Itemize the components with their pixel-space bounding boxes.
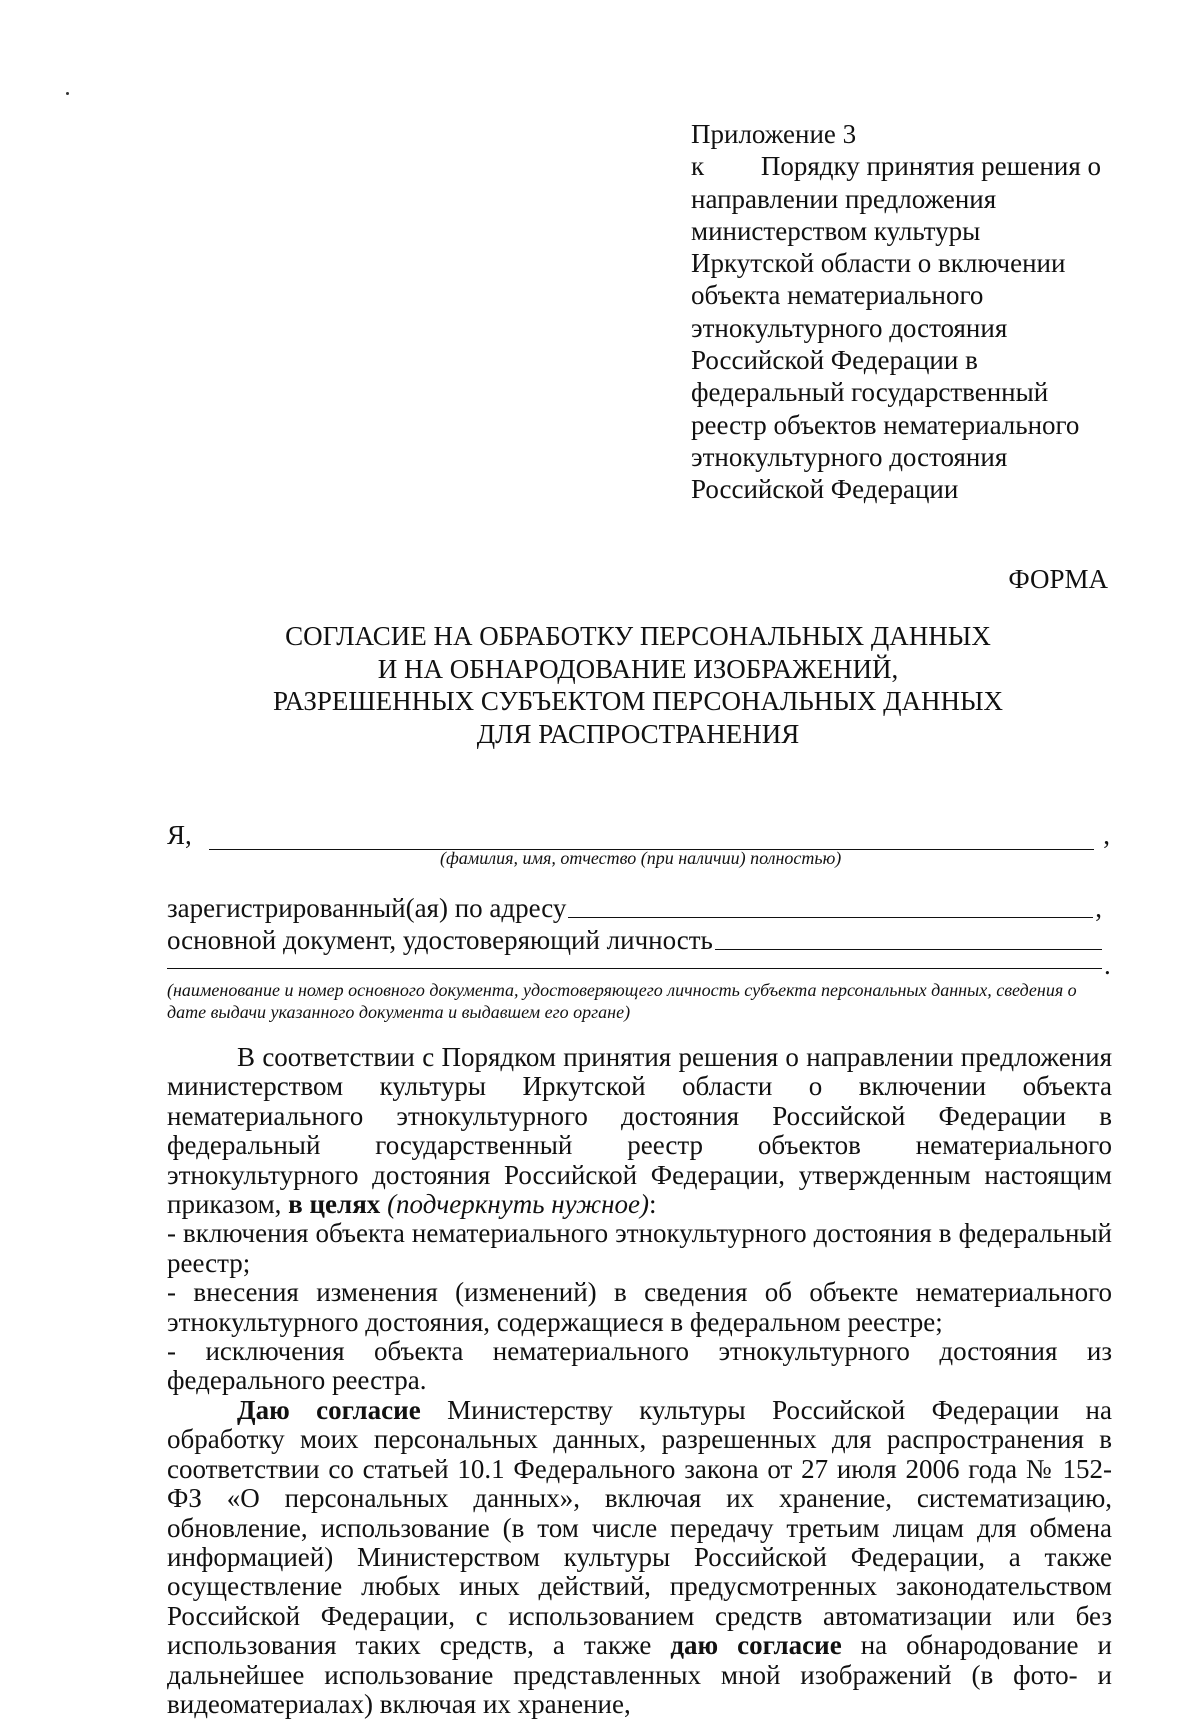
address-field-row	[167, 892, 1102, 924]
appendix-line: объекта нематериального	[691, 280, 984, 311]
id-document-field-hint: (наименование и номер основного документа, удостоверяющего личность субъекта персональных данных, сведения о дате выдачи указанного документа и выдавшем его органе)	[167, 980, 1077, 1023]
purpose-item-change: - внесения изменения (изменений) в сведения об объекте нематериального этнокультурного достояния, содержащиеся в федеральном реестре;	[167, 1277, 1112, 1337]
title-line: И НА ОБНАРОДОВАНИЕ ИЗОБРАЖЕНИЙ,	[377, 653, 899, 684]
scan-speck	[66, 92, 69, 95]
form-label: ФОРМА	[1008, 564, 1108, 594]
name-field-hint: (фамилия, имя, отчество (при наличии) полностью)	[440, 848, 842, 868]
consent-bold-2: даю согласие	[670, 1630, 842, 1661]
consent-text-1: Министерству культуры Российской Федерации на обработку моих персональных данных, разрешенных для распространения в соответствии со статьей 10.1 Федерального закона от 27 июля 2006 года № 152-ФЗ «О персональных данных», включая их хранение, систематизацию, обновление, использование (в том числе передачу третьим лицам для обмена информацией) Министерством культуры Российской Федерации, а также осуществление любых иных действий, предусмотренных законодательством Российской Федерации, с использованием средств автоматизации или без использования таких средств, а также	[167, 1394, 1112, 1661]
document-title	[0, 620, 1200, 750]
title-line: ДЛЯ РАСПРОСТРАНЕНИЯ	[476, 718, 800, 749]
name-field-comma: ,	[1103, 820, 1110, 850]
appendix-k: к	[691, 151, 705, 182]
appendix-line: реестр объектов нематериального	[691, 409, 1080, 440]
intro-paragraph	[167, 1043, 1112, 1219]
id-document-field-label: основной документ, удостоверяющий личность	[167, 925, 713, 955]
appendix-line: этнокультурного достояния	[691, 312, 1008, 343]
appendix-line: Российской Федерации в	[691, 345, 978, 376]
intro-bold: в целях	[288, 1189, 381, 1220]
appendix-line: направлении предложения	[691, 183, 997, 214]
consent-paragraph	[167, 1396, 1112, 1719]
title-line: РАЗРЕШЕННЫХ СУБЪЕКТОМ ПЕРСОНАЛЬНЫХ ДАННЫХ	[272, 686, 1004, 716]
address-field-comma: ,	[1095, 893, 1102, 923]
intro-text: В соответствии с Порядком принятия решения о направлении предложения министерством культуры Иркутской области о включении объекта нематериального этнокультурного достояния Российской Федерации в федеральный государственный реестр объектов нематериального этнокультурного достояния Российской Федерации, утвержденным настоящим приказом,	[167, 1042, 1112, 1220]
appendix-line: Российской Федерации	[691, 474, 959, 505]
appendix-header	[691, 118, 1151, 506]
address-field-label: зарегистрированный(ая) по адресу	[167, 893, 567, 923]
intro-italic: (подчеркнуть нужное)	[387, 1189, 649, 1220]
id-document-field-period: .	[1104, 950, 1111, 980]
purpose-item-include: - включения объекта нематериального этнокультурного достояния в федеральный реестр;	[167, 1218, 1112, 1278]
appendix-line: министерством культуры	[691, 215, 981, 246]
appendix-line: Иркутской области о включении	[691, 248, 1066, 279]
consent-body	[167, 1043, 1112, 1719]
address-field-line[interactable]	[568, 917, 1093, 918]
appendix-k-rest: Порядку принятия решения о	[760, 151, 1101, 182]
consent-bold-1: Даю согласие	[237, 1394, 421, 1425]
purpose-item-exclude: - исключения объекта нематериального этнокультурного достояния из федерального реестра.	[167, 1336, 1112, 1396]
id-document-field-row	[167, 924, 1102, 956]
consent-text-2: на обнародование и дальнейшее использование представленных мной изображений (в фото- и видеоматериалах) включая их хранение,	[167, 1630, 1113, 1719]
title-line: СОГЛАСИЕ НА ОБРАБОТКУ ПЕРСОНАЛЬНЫХ ДАННЫХ	[285, 621, 991, 651]
name-field-label: Я,	[167, 820, 192, 850]
appendix-k-line	[691, 150, 1101, 182]
id-document-field-line[interactable]	[715, 949, 1102, 950]
intro-colon: :	[648, 1189, 657, 1220]
appendix-line: этнокультурного достояния	[691, 441, 1008, 472]
appendix-line: федеральный государственный	[691, 377, 1049, 408]
appendix-number: Приложение 3	[691, 119, 857, 149]
id-document-field-line-2[interactable]	[167, 968, 1102, 969]
